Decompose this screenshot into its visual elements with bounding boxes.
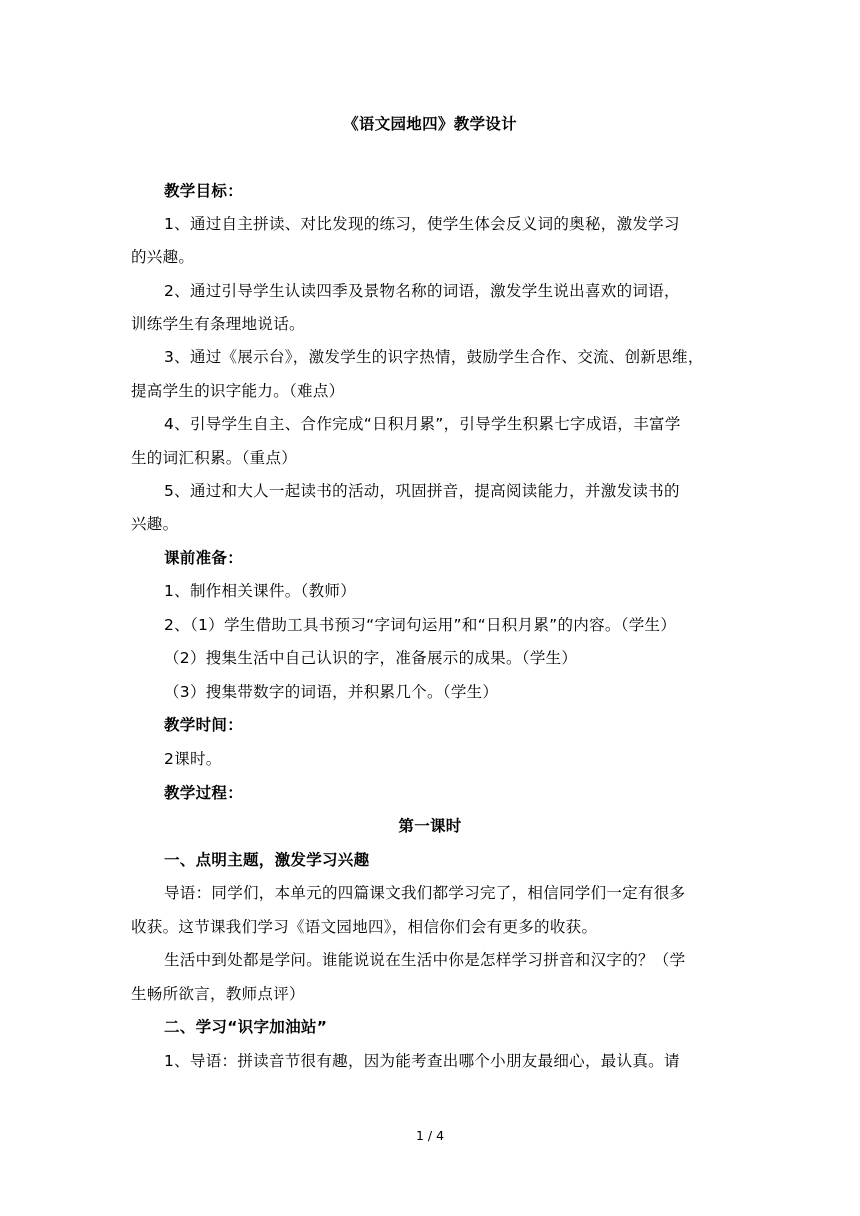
goal-5-line1: 5、通过和大人一起读书的活动，巩固拼音，提高阅读能力，并激发读书的 [164, 482, 680, 500]
section1-p2-line1: 生活中到处都是学问。谁能说说在生活中你是怎样学习拼音和汉字的？（学 [164, 951, 686, 969]
goals-heading: 教学目标： [164, 182, 244, 200]
prep-heading: 课前准备： [164, 549, 244, 567]
prep-item-2: 2、（1）学生借助工具书预习“字词句运用”和“日积月累”的内容。（学生） [164, 616, 677, 634]
section1-p2-line2: 生畅所欲言，教师点评） [131, 985, 305, 1003]
goal-5-line2: 兴趣。 [131, 515, 179, 533]
prep-item-1: 1、制作相关课件。（教师） [164, 582, 357, 600]
document-title: 《语文园地四》教学设计 [343, 115, 517, 133]
process-heading: 教学过程： [164, 784, 244, 802]
prep-item-2-sub-3: （3）搜集带数字的词语，并积累几个。（学生） [164, 683, 499, 701]
page-number: 1 / 4 [415, 1128, 445, 1143]
section1-heading: 一、点明主题，激发学习兴趣 [164, 851, 370, 869]
goal-3-line2: 提高学生的识字能力。（难点） [131, 382, 345, 400]
goal-2-line1: 2、通过引导学生认读四季及景物名称的词语，激发学生说出喜欢的词语， [164, 282, 680, 300]
lesson-title: 第一课时 [398, 817, 462, 835]
section1-p1-line1: 导语：同学们，本单元的四篇课文我们都学习完了，相信同学们一定有很多 [164, 884, 686, 902]
section2-heading: 二、学习“识字加油站” [164, 1018, 328, 1036]
time-heading: 教学时间： [164, 716, 244, 734]
goal-4-line2: 生的词汇积累。（重点） [131, 449, 298, 467]
time-value: 2课时。 [164, 750, 222, 768]
goal-2-line2: 训练学生有条理地说话。 [131, 315, 305, 333]
goal-1-line1: 1、通过自主拼读、对比发现的练习，使学生体会反义词的奥秘，激发学习 [164, 215, 680, 233]
section1-p1-line2: 收获。这节课我们学习《语文园地四》，相信你们会有更多的收获。 [131, 918, 598, 936]
goal-1-line2: 的兴趣。 [131, 248, 195, 266]
section2-p1-line1: 1、导语：拼读音节很有趣，因为能考查出哪个小朋友最细心，最认真。请 [164, 1052, 680, 1070]
goal-3-line1: 3、通过《展示台》，激发学生的识字热情，鼓励学生合作、交流、创新思维， [164, 348, 704, 366]
prep-item-2-sub-2: （2）搜集生活中自己认识的字，准备展示的成果。（学生） [164, 649, 578, 667]
goal-4-line1: 4、引导学生自主、合作完成“日积月累”，引导学生积累七字成语，丰富学 [164, 415, 681, 433]
